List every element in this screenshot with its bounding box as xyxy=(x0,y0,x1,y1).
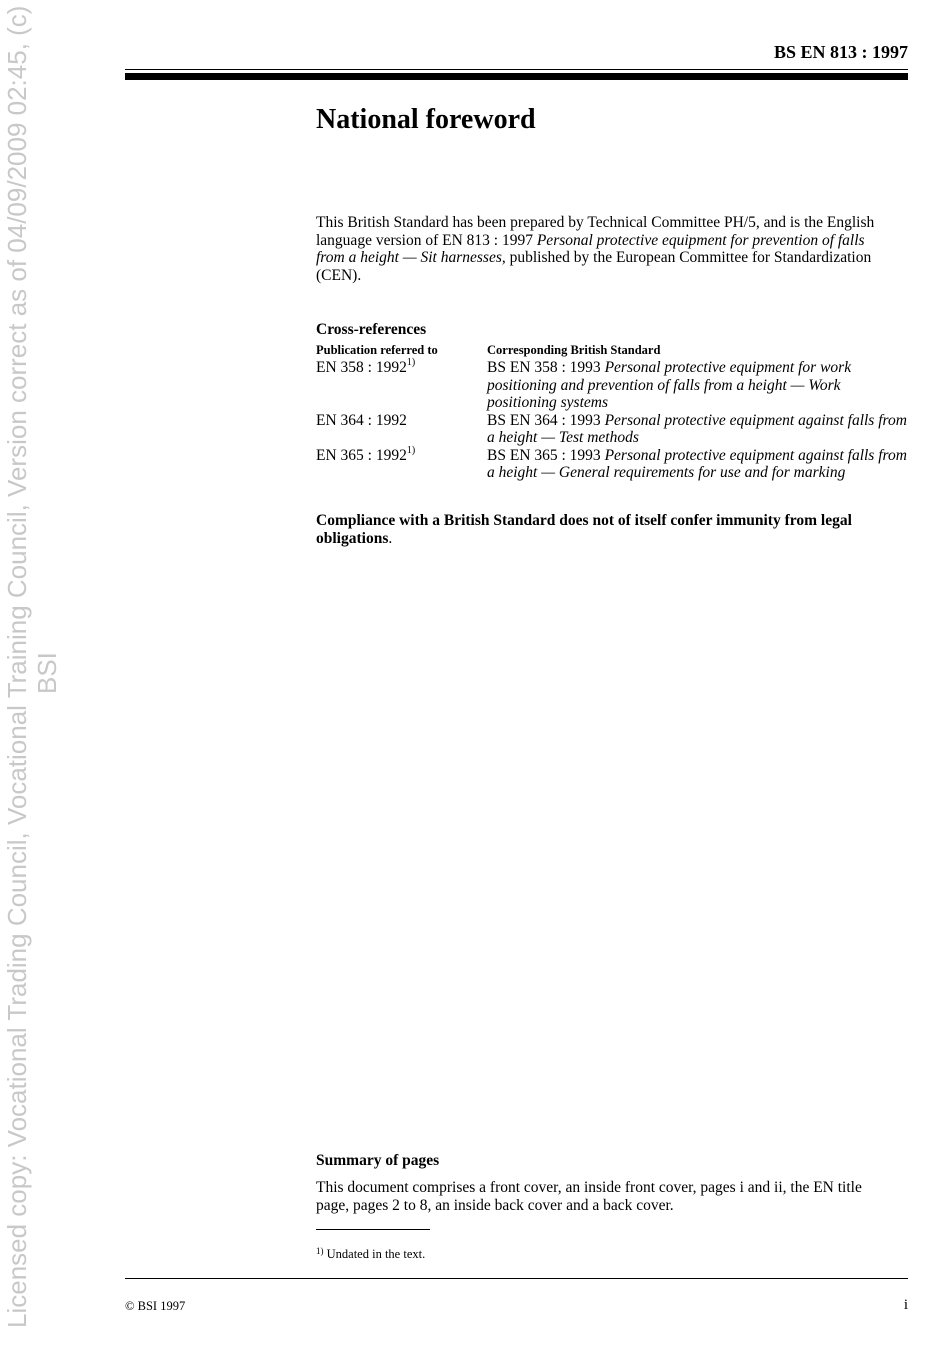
compliance-bold-text: Compliance with a British Standard does not of itself confer immunity from legal obligations xyxy=(316,512,852,547)
publication-ref: EN 364 : 1992 xyxy=(316,411,407,429)
watermark-line-1: Licensed copy: Vocational Trading Council, Vocational Training Council, Version correct as of 04/09/2009 02:45, (c) xyxy=(2,5,32,1328)
intro-text-1: This British Standard has been prepared by Technical Committee PH/5, and is the English language version of EN 813 : 1997 xyxy=(316,214,875,249)
cross-references-heading: Cross-references xyxy=(316,321,427,338)
foreword-intro xyxy=(316,214,891,284)
table-row xyxy=(316,444,916,482)
intro-standard-title: Personal protective equipment for prevention of falls from a height — Sit harnesses xyxy=(316,231,865,266)
footnote-rule xyxy=(316,1229,430,1230)
publication-ref: EN 365 : 1992 xyxy=(316,446,407,464)
intro-text-2: , published by the European Committee for Standardization (CEN). xyxy=(316,249,872,284)
compliance-statement xyxy=(316,512,896,547)
footer-rule xyxy=(125,1278,908,1279)
cross-references-header-row xyxy=(316,342,916,359)
cross-references-table xyxy=(316,342,916,482)
footnote-number: 1) xyxy=(316,1246,324,1256)
page-number: i xyxy=(903,1297,908,1313)
header-rule-thick xyxy=(125,73,908,80)
footnote xyxy=(316,1247,425,1262)
bs-title: Personal protective equipment for work positioning and prevention of falls from a height — Work positioning systems xyxy=(487,359,852,411)
table-row xyxy=(316,359,916,412)
bs-title: Personal protective equipment against falls from a height — General requirements for use and for marking xyxy=(487,446,907,481)
column-header-british-standard: Corresponding British Standard xyxy=(487,343,661,357)
header-rule-thin xyxy=(125,69,908,70)
table-row xyxy=(316,412,916,447)
compliance-end: . xyxy=(388,529,393,547)
summary-heading: Summary of pages xyxy=(316,1152,440,1169)
page-title: National foreword xyxy=(316,104,536,135)
publication-cell xyxy=(316,359,487,412)
copyright-notice: © BSI 1997 xyxy=(125,1299,186,1313)
publication-cell xyxy=(316,412,487,447)
summary-text: This document comprises a front cover, an inside front cover, pages i and ii, the EN title page, pages 2 to 8, an inside back cover and a back cover. xyxy=(316,1179,862,1214)
british-standard-cell xyxy=(487,359,907,412)
british-standard-cell xyxy=(487,412,907,447)
column-header-publication: Publication referred to xyxy=(316,343,438,357)
license-watermark xyxy=(0,0,60,1345)
footnote-mark: 1) xyxy=(406,357,416,368)
watermark-line-2: BSI xyxy=(32,652,62,694)
bs-code: BS EN 358 : 1993 xyxy=(487,359,605,376)
british-standard-cell xyxy=(487,447,907,482)
publication-cell xyxy=(316,444,487,482)
footnote-mark: 1) xyxy=(406,444,416,456)
bs-code: BS EN 365 : 1993 xyxy=(487,446,605,464)
bs-code: BS EN 364 : 1993 xyxy=(487,411,605,429)
bs-title: Personal protective equipment against falls from a height — Test methods xyxy=(487,411,907,446)
footnote-text: Undated in the text. xyxy=(323,1247,426,1261)
document-id: BS EN 813 : 1997 xyxy=(773,42,908,62)
publication-ref: EN 358 : 1992 xyxy=(316,359,407,376)
